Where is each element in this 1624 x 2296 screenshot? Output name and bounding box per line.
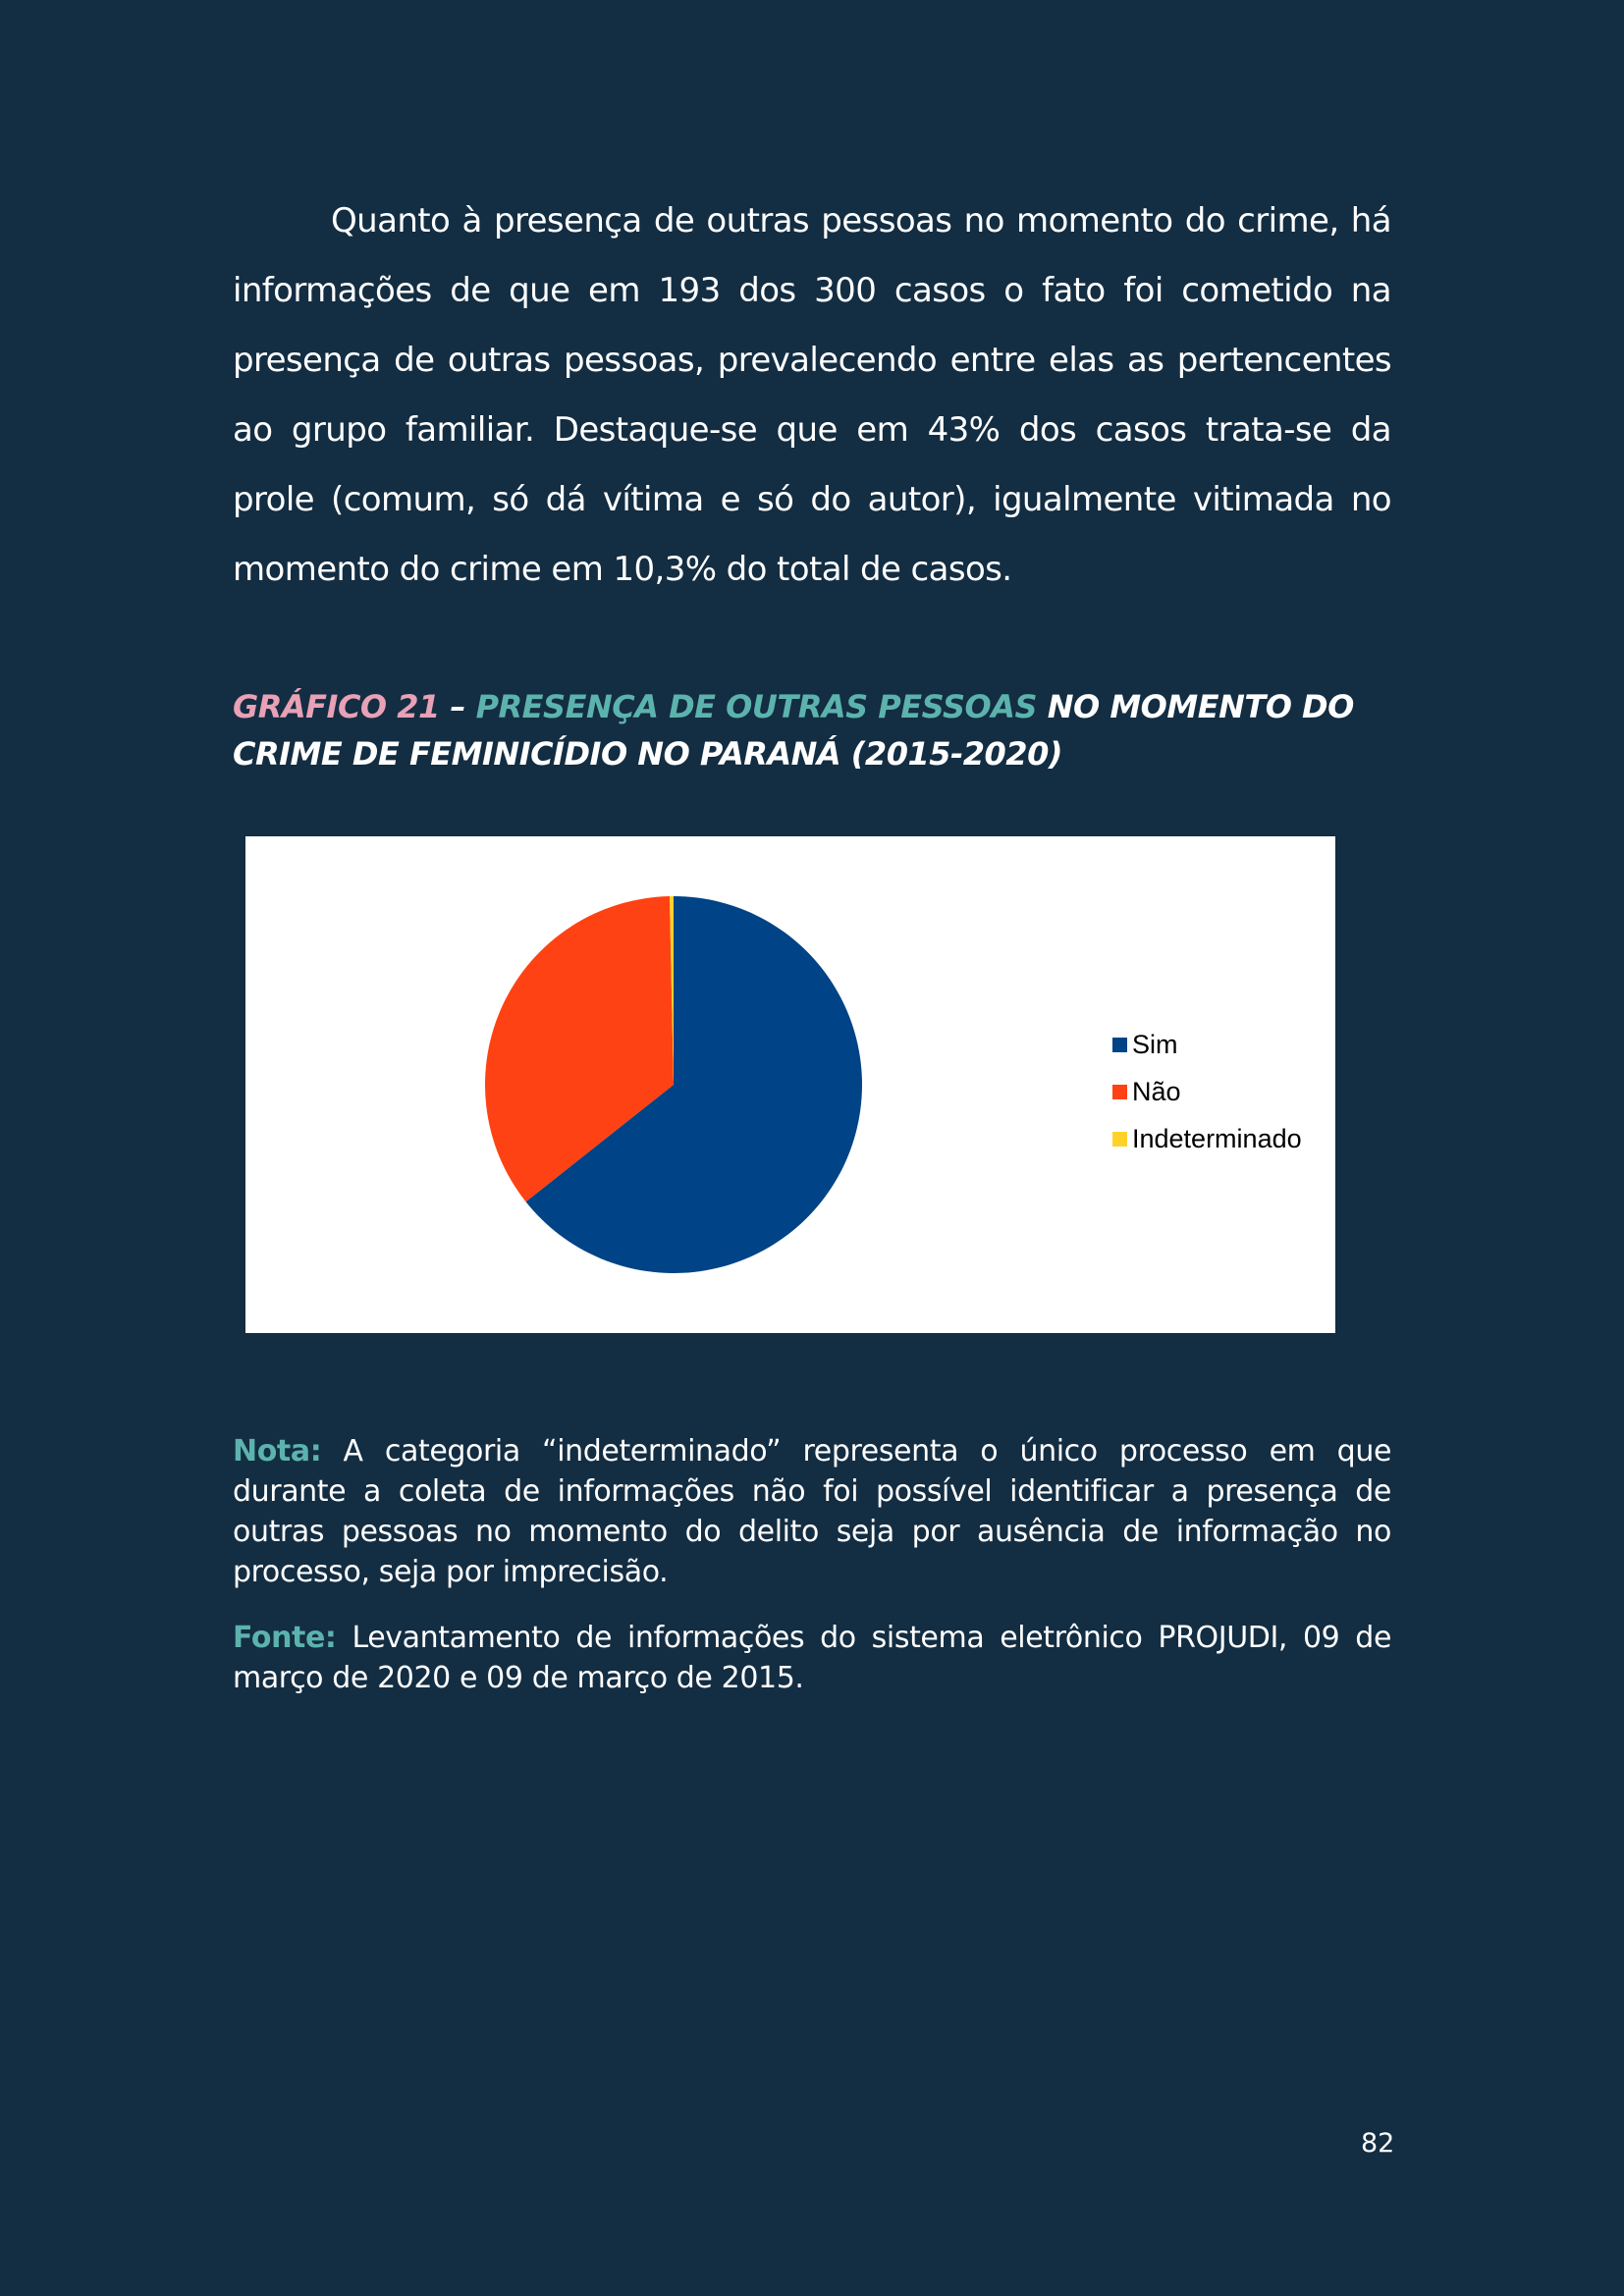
page-number: 82	[1361, 2128, 1395, 2159]
chart-heading	[233, 683, 1391, 777]
legend-item	[1112, 1068, 1302, 1115]
source-text: Levantamento de informações do sistema eletrônico PROJUDI, 09 de março de 2020 e 09 de março de 2015.	[233, 1621, 1391, 1695]
body-paragraph-text: Quanto à presença de outras pessoas no momento do crime, há informações de que em 193 dos 300 casos o fato foi cometido na presença de outras pessoas, prevalecendo entre elas as pertencentes ao grupo familiar. Destaque-se que em 43% dos casos trata-se da prole (comum, só dá vítima e só do autor), igualmente vitimada no momento do crime em 10,3% do total de casos.	[233, 201, 1391, 589]
body-paragraph	[233, 187, 1391, 605]
legend-item	[1112, 1115, 1302, 1162]
legend-swatch	[1112, 1132, 1127, 1147]
legend-item	[1112, 1021, 1302, 1068]
chart-heading-highlight: PRESENÇA DE OUTRAS PESSOAS	[475, 688, 1038, 725]
legend-swatch	[1112, 1085, 1127, 1099]
chart-heading-dash: –	[439, 688, 476, 725]
chart-source	[233, 1618, 1391, 1698]
chart-note	[233, 1431, 1391, 1592]
chart-number: GRÁFICO 21	[233, 688, 440, 725]
chart-legend	[1112, 1021, 1302, 1162]
pie-chart	[245, 836, 1335, 1333]
note-text: A categoria “indeterminado” representa o único processo em que durante a coleta de informações não foi possível identificar a presença de outras pessoas no momento do delito seja por ausência de informação no processo, seja por imprecisão.	[233, 1434, 1391, 1589]
note-label: Nota:	[233, 1434, 322, 1468]
legend-label: Sim	[1132, 1029, 1178, 1059]
chart-heading-rest: NO MOMENTO DO CRIME DE FEMINICÍDIO NO PARANÁ (2015-2020)	[233, 688, 1354, 773]
legend-label: Indeterminado	[1132, 1123, 1302, 1153]
source-label: Fonte:	[233, 1621, 337, 1655]
legend-swatch	[1112, 1038, 1127, 1052]
legend-label: Não	[1132, 1076, 1181, 1106]
